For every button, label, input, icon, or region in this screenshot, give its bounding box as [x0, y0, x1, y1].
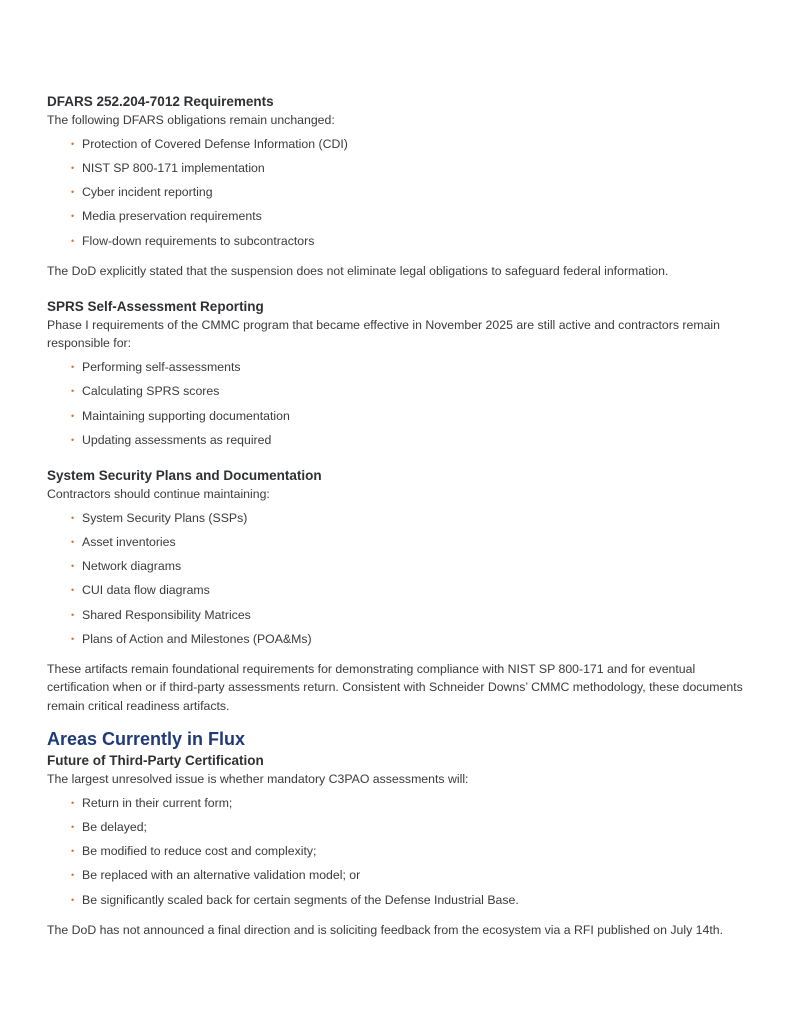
list-item: • Updating assessments as required — [82, 431, 757, 449]
bullet-icon: • — [71, 633, 75, 644]
list-item: • NIST SP 800-171 implementation — [82, 159, 757, 177]
flux-list — [47, 794, 757, 909]
ssp-heading: System Security Plans and Documentation — [47, 468, 322, 484]
dfars-list — [47, 135, 757, 250]
bullet-icon: • — [71, 410, 75, 421]
bullet-icon: • — [71, 870, 75, 881]
bullet-icon: • — [71, 609, 75, 620]
list-item: • Be replaced with an alternative validation model; or — [82, 866, 757, 884]
list-item: • Maintaining supporting documentation — [82, 407, 757, 425]
list-item: • Network diagrams — [82, 557, 757, 575]
flux-intro: The largest unresolved issue is whether mandatory C3PAO assessments will: — [47, 772, 469, 787]
bullet-icon: • — [71, 894, 75, 905]
bullet-icon: • — [71, 561, 75, 572]
list-item: • Performing self-assessments — [82, 358, 757, 376]
ssp-intro: Contractors should continue maintaining: — [47, 487, 270, 502]
list-item: • Calculating SPRS scores — [82, 382, 757, 400]
list-item: • Be delayed; — [82, 818, 757, 836]
list-item: • Protection of Covered Defense Information (CDI) — [82, 135, 757, 153]
bullet-icon: • — [71, 434, 75, 445]
flux-heading: Future of Third-Party Certification — [47, 753, 264, 769]
list-item: • Be modified to reduce cost and complexity; — [82, 842, 757, 860]
list-item: • Media preservation requirements — [82, 207, 757, 225]
bullet-icon: • — [71, 512, 75, 523]
list-item: • Shared Responsibility Matrices — [82, 606, 757, 624]
bullet-icon: • — [71, 797, 75, 808]
bullet-icon: • — [71, 822, 75, 832]
list-item: • Flow-down requirements to subcontractors — [82, 232, 757, 250]
ssp-list — [47, 509, 757, 648]
bullet-icon: • — [71, 211, 75, 222]
document-page — [47, 92, 757, 939]
flux-summary: The DoD has not announced a final direction and is soliciting feedback from the ecosystem via a RFI published on July 14th. — [47, 922, 724, 937]
bullet-icon: • — [71, 537, 75, 548]
bullet-icon: • — [71, 362, 75, 373]
bullet-icon: • — [71, 846, 75, 857]
dfars-heading: DFARS 252.204-7012 Requirements — [47, 94, 274, 109]
list-item: • CUI data flow diagrams — [82, 581, 757, 599]
dfars-summary: The DoD explicitly stated that the suspension does not eliminate legal obligations to safeguard federal information. — [47, 263, 669, 278]
list-item: • Plans of Action and Milestones (POA&Ms) — [82, 630, 757, 648]
sprs-heading: SPRS Self-Assessment Reporting — [47, 299, 264, 315]
bullet-icon: • — [71, 187, 75, 198]
sprs-intro: Phase I requirements of the CMMC program that became effective in November 2025 are still active and contractors remain responsible for: — [47, 318, 720, 351]
list-item: • Return in their current form; — [82, 794, 757, 812]
bullet-icon: • — [71, 138, 75, 149]
list-item: • Asset inventories — [82, 533, 757, 551]
bullet-icon: • — [71, 162, 75, 173]
flux-section-title: Areas Currently in Flux — [47, 729, 246, 750]
list-item: • Cyber incident reporting — [82, 183, 757, 201]
bullet-icon: • — [71, 386, 75, 397]
sprs-list — [47, 358, 757, 449]
bullet-icon: • — [71, 235, 75, 246]
list-item: • System Security Plans (SSPs) — [82, 509, 757, 527]
dfars-intro: The following DFARS obligations remain unchanged: — [47, 113, 335, 127]
list-item: • Be significantly scaled back for certain segments of the Defense Industrial Base. — [82, 891, 757, 909]
bullet-icon: • — [71, 585, 75, 596]
ssp-summary: These artifacts remain foundational requirements for demonstrating compliance with NIST SP 800-171 and for eventual certification when or if third-party assessments return. Consistent with Schneider Downs’ CMMC methodology, these documents remain critical readiness artifacts. — [47, 662, 743, 713]
